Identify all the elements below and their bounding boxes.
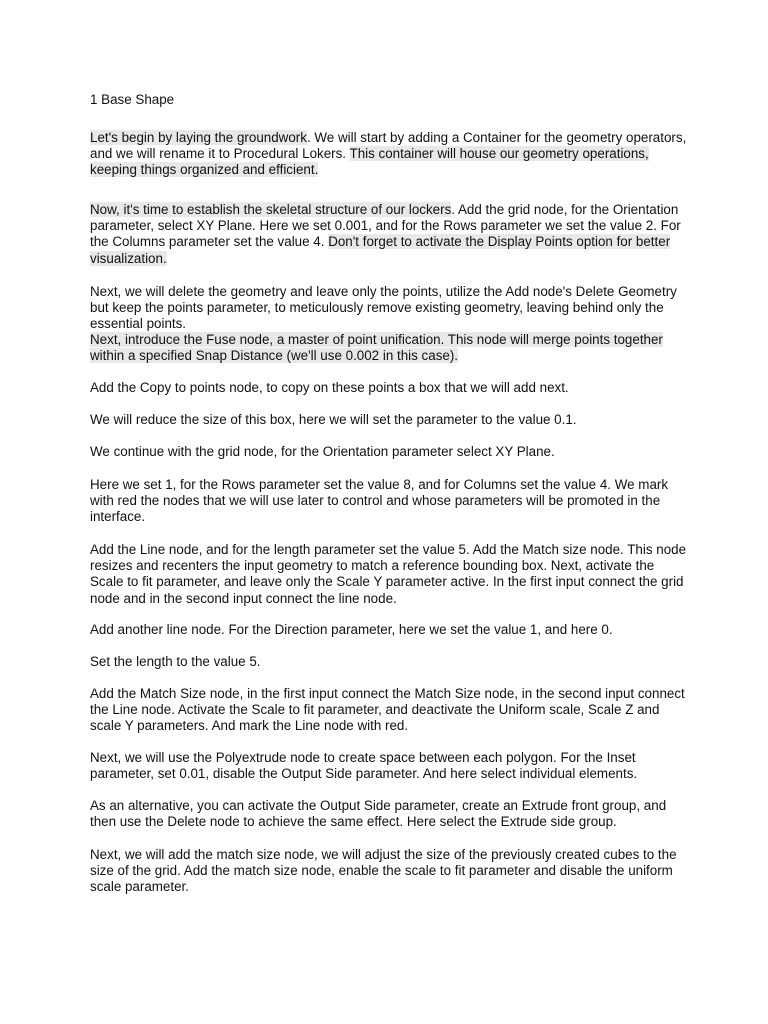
body-text: Add the Copy to points node, to copy on these points a box that we will add next. (90, 380, 569, 395)
highlighted-text: Don't forget to activate the Display Points option for better visualization. (90, 234, 671, 266)
paragraph-12 (90, 686, 690, 735)
paragraph-1 (90, 130, 690, 179)
paragraph-8 (90, 477, 690, 526)
paragraph-4 (90, 332, 690, 364)
body-text: We will reduce the size of this box, here we will set the parameter to the value 0.1. (90, 412, 577, 427)
body-text: Next, we will add the match size node, we will adjust the size of the previously created cubes to the size of the grid. Add the match size node, enable the scale to fit parameter and disable the uniform scale parameter. (90, 847, 677, 895)
paragraph-14 (90, 798, 690, 830)
paragraph-6 (90, 412, 690, 428)
body-text: Here we set 1, for the Rows parameter set the value 8, and for Columns set the value 4. We mark with red the nodes that we will use later to control and whose parameters will be promoted in the interface. (90, 477, 669, 525)
paragraph-2 (90, 202, 690, 267)
body-text: Add the Line node, and for the length parameter set the value 5. Add the Match size node. This node resizes and recenters the input geometry to match a reference bounding box. Next, activate the Scale to fit parameter, and leave only the Scale Y parameter active. In the first input connect the grid node and in the second input connect the line node. (90, 542, 687, 606)
paragraph-13 (90, 750, 690, 782)
paragraph-11 (90, 654, 690, 670)
section-heading: 1 Base Shape (90, 92, 175, 107)
body-text: Add another line node. For the Direction parameter, here we set the value 1, and here 0. (90, 622, 613, 637)
paragraph-10 (90, 622, 690, 638)
highlighted-text: This container will house our geometry operations, keeping things organized and efficient. (90, 146, 649, 178)
body-text: Next, we will delete the geometry and leave only the points, utilize the Add node's Delete Geometry but keep the points parameter, to meticulously remove existing geometry, leaving behind only the essential points. (90, 284, 677, 332)
paragraph-5 (90, 380, 690, 396)
highlighted-text: Next, introduce the Fuse node, a master of point unification. This node will merge points together within a specified Snap Distance (we'll use 0.002 in this case). (90, 332, 663, 364)
paragraph-15 (90, 847, 690, 896)
body-text: We continue with the grid node, for the Orientation parameter select XY Plane. (90, 444, 555, 459)
body-text: Set the length to the value 5. (90, 654, 261, 669)
body-text: Add the Match Size node, in the first input connect the Match Size node, in the second input connect the Line node. Activate the Scale to fit parameter, and deactivate the Uniform scale, Scale Z and scale Y parameters. And mark the Line node with red. (90, 686, 685, 734)
highlighted-text: Let's begin by laying the groundwork (90, 130, 307, 145)
body-text: As an alternative, you can activate the Output Side parameter, create an Extrude front group, and then use the Delete node to achieve the same effect. Here select the Extrude side group. (90, 798, 667, 830)
highlighted-text: Now, it's time to establish the skeletal structure of our lockers (90, 202, 452, 217)
body-text: . We will start by adding a Container for the geometry operators, and we will rename it to Procedural Lokers. (90, 130, 687, 162)
body-text: . Add the grid node, for the Orientation parameter, select XY Plane. Here we set 0.001, and for the Rows parameter we set the value 2. For the Columns parameter set the value 4. (90, 202, 681, 250)
paragraph-9 (90, 542, 690, 607)
paragraph-3 (90, 284, 690, 333)
body-text: Next, we will use the Polyextrude node to create space between each polygon. For the Inset parameter, set 0.01, disable the Output Side parameter. And here select individual elements. (90, 750, 638, 782)
paragraph-7 (90, 444, 690, 460)
